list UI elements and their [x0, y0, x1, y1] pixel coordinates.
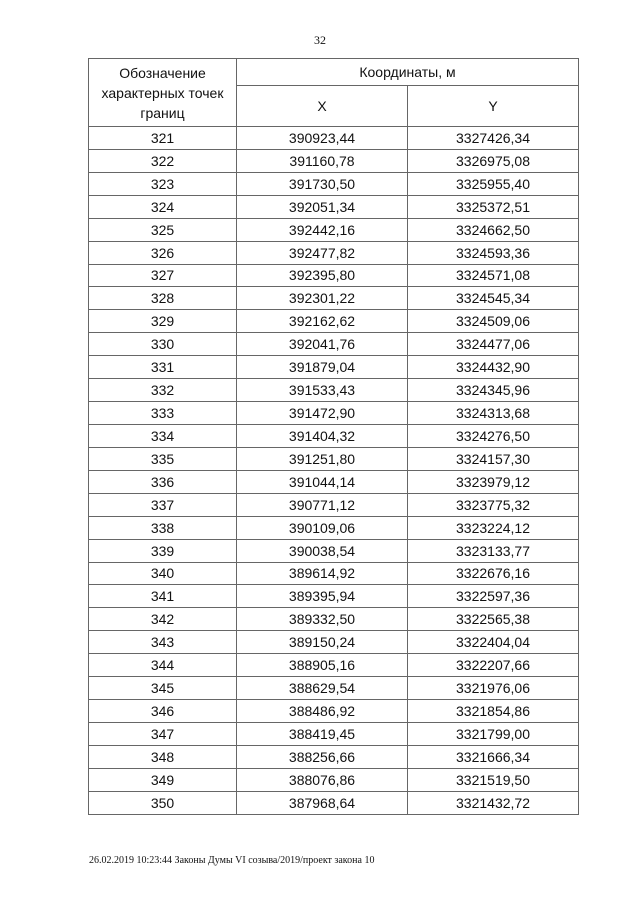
- point-number-cell: 334: [89, 424, 237, 447]
- header-x: X: [237, 86, 408, 127]
- x-coordinate-cell: 388419,45: [237, 722, 408, 745]
- table-row: [89, 631, 579, 654]
- table-row: [89, 218, 579, 241]
- point-number-cell: 343: [89, 631, 237, 654]
- point-number-cell: 331: [89, 356, 237, 379]
- y-coordinate-cell: 3321432,72: [408, 791, 579, 814]
- table-row: [89, 768, 579, 791]
- y-coordinate-cell: 3324432,90: [408, 356, 579, 379]
- header-points: Обозначение характерных точек границ: [89, 59, 237, 127]
- table-body: [89, 127, 579, 815]
- y-coordinate-cell: 3327426,34: [408, 127, 579, 150]
- point-number-cell: 327: [89, 264, 237, 287]
- y-coordinate-cell: 3324571,08: [408, 264, 579, 287]
- y-coordinate-cell: 3322676,16: [408, 562, 579, 585]
- table-row: [89, 264, 579, 287]
- point-number-cell: 340: [89, 562, 237, 585]
- x-coordinate-cell: 388256,66: [237, 745, 408, 768]
- table-row: [89, 722, 579, 745]
- point-number-cell: 350: [89, 791, 237, 814]
- table-row: [89, 287, 579, 310]
- x-coordinate-cell: 388076,86: [237, 768, 408, 791]
- y-coordinate-cell: 3321976,06: [408, 677, 579, 700]
- table-row: [89, 195, 579, 218]
- table-row: [89, 470, 579, 493]
- table-row: [89, 562, 579, 585]
- y-coordinate-cell: 3322404,04: [408, 631, 579, 654]
- x-coordinate-cell: 389614,92: [237, 562, 408, 585]
- point-number-cell: 325: [89, 218, 237, 241]
- x-coordinate-cell: 391533,43: [237, 379, 408, 402]
- table-row: [89, 149, 579, 172]
- point-number-cell: 347: [89, 722, 237, 745]
- coordinates-table: [88, 58, 579, 815]
- y-coordinate-cell: 3324509,06: [408, 310, 579, 333]
- x-coordinate-cell: 391730,50: [237, 172, 408, 195]
- table-row: [89, 310, 579, 333]
- table-row: [89, 127, 579, 150]
- x-coordinate-cell: 391251,80: [237, 447, 408, 470]
- x-coordinate-cell: 392051,34: [237, 195, 408, 218]
- x-coordinate-cell: 390771,12: [237, 493, 408, 516]
- point-number-cell: 348: [89, 745, 237, 768]
- y-coordinate-cell: 3324313,68: [408, 402, 579, 425]
- point-number-cell: 326: [89, 241, 237, 264]
- y-coordinate-cell: 3324662,50: [408, 218, 579, 241]
- point-number-cell: 341: [89, 585, 237, 608]
- x-coordinate-cell: 392041,76: [237, 333, 408, 356]
- y-coordinate-cell: 3324593,36: [408, 241, 579, 264]
- point-number-cell: 346: [89, 700, 237, 723]
- point-number-cell: 333: [89, 402, 237, 425]
- point-number-cell: 339: [89, 539, 237, 562]
- page-number: 32: [314, 33, 326, 47]
- point-number-cell: 335: [89, 447, 237, 470]
- table-row: [89, 493, 579, 516]
- y-coordinate-cell: 3322597,36: [408, 585, 579, 608]
- footer-stamp: 26.02.2019 10:23:44 Законы Думы VI созыва/2019/проект закона 10: [89, 855, 375, 866]
- x-coordinate-cell: 390109,06: [237, 516, 408, 539]
- y-coordinate-cell: 3325955,40: [408, 172, 579, 195]
- point-number-cell: 328: [89, 287, 237, 310]
- point-number-cell: 337: [89, 493, 237, 516]
- point-number-cell: 324: [89, 195, 237, 218]
- x-coordinate-cell: 387968,64: [237, 791, 408, 814]
- x-coordinate-cell: 392477,82: [237, 241, 408, 264]
- table-row: [89, 654, 579, 677]
- y-coordinate-cell: 3324545,34: [408, 287, 579, 310]
- y-coordinate-cell: 3322565,38: [408, 608, 579, 631]
- y-coordinate-cell: 3321854,86: [408, 700, 579, 723]
- table-row: [89, 402, 579, 425]
- point-number-cell: 342: [89, 608, 237, 631]
- x-coordinate-cell: 391044,14: [237, 470, 408, 493]
- table-row: [89, 379, 579, 402]
- y-coordinate-cell: 3323133,77: [408, 539, 579, 562]
- header-y: Y: [408, 86, 579, 127]
- x-coordinate-cell: 391879,04: [237, 356, 408, 379]
- table-row: [89, 677, 579, 700]
- y-coordinate-cell: 3322207,66: [408, 654, 579, 677]
- table-row: [89, 539, 579, 562]
- x-coordinate-cell: 392162,62: [237, 310, 408, 333]
- x-coordinate-cell: 391160,78: [237, 149, 408, 172]
- x-coordinate-cell: 388486,92: [237, 700, 408, 723]
- y-coordinate-cell: 3324345,96: [408, 379, 579, 402]
- table-row: [89, 447, 579, 470]
- y-coordinate-cell: 3323775,32: [408, 493, 579, 516]
- point-number-cell: 332: [89, 379, 237, 402]
- x-coordinate-cell: 392301,22: [237, 287, 408, 310]
- point-number-cell: 345: [89, 677, 237, 700]
- x-coordinate-cell: 390923,44: [237, 127, 408, 150]
- point-number-cell: 349: [89, 768, 237, 791]
- y-coordinate-cell: 3321799,00: [408, 722, 579, 745]
- table-row: [89, 791, 579, 814]
- y-coordinate-cell: 3321666,34: [408, 745, 579, 768]
- y-coordinate-cell: 3324157,30: [408, 447, 579, 470]
- point-number-cell: 330: [89, 333, 237, 356]
- x-coordinate-cell: 390038,54: [237, 539, 408, 562]
- x-coordinate-cell: 391472,90: [237, 402, 408, 425]
- y-coordinate-cell: 3325372,51: [408, 195, 579, 218]
- header-coordinates: Координаты, м: [237, 59, 579, 86]
- table-row: [89, 333, 579, 356]
- y-coordinate-cell: 3321519,50: [408, 768, 579, 791]
- x-coordinate-cell: 388629,54: [237, 677, 408, 700]
- table-row: [89, 585, 579, 608]
- y-coordinate-cell: 3324276,50: [408, 424, 579, 447]
- point-number-cell: 321: [89, 127, 237, 150]
- point-number-cell: 336: [89, 470, 237, 493]
- y-coordinate-cell: 3324477,06: [408, 333, 579, 356]
- y-coordinate-cell: 3326975,08: [408, 149, 579, 172]
- table-row: [89, 516, 579, 539]
- point-number-cell: 329: [89, 310, 237, 333]
- point-number-cell: 323: [89, 172, 237, 195]
- table-row: [89, 356, 579, 379]
- x-coordinate-cell: 388905,16: [237, 654, 408, 677]
- y-coordinate-cell: 3323979,12: [408, 470, 579, 493]
- table-row: [89, 700, 579, 723]
- x-coordinate-cell: 392442,16: [237, 218, 408, 241]
- x-coordinate-cell: 391404,32: [237, 424, 408, 447]
- table-row: [89, 241, 579, 264]
- x-coordinate-cell: 392395,80: [237, 264, 408, 287]
- table-row: [89, 608, 579, 631]
- table-header: [89, 59, 579, 127]
- x-coordinate-cell: 389150,24: [237, 631, 408, 654]
- table-row: [89, 172, 579, 195]
- y-coordinate-cell: 3323224,12: [408, 516, 579, 539]
- point-number-cell: 344: [89, 654, 237, 677]
- point-number-cell: 338: [89, 516, 237, 539]
- point-number-cell: 322: [89, 149, 237, 172]
- table-row: [89, 745, 579, 768]
- x-coordinate-cell: 389395,94: [237, 585, 408, 608]
- table-row: [89, 424, 579, 447]
- x-coordinate-cell: 389332,50: [237, 608, 408, 631]
